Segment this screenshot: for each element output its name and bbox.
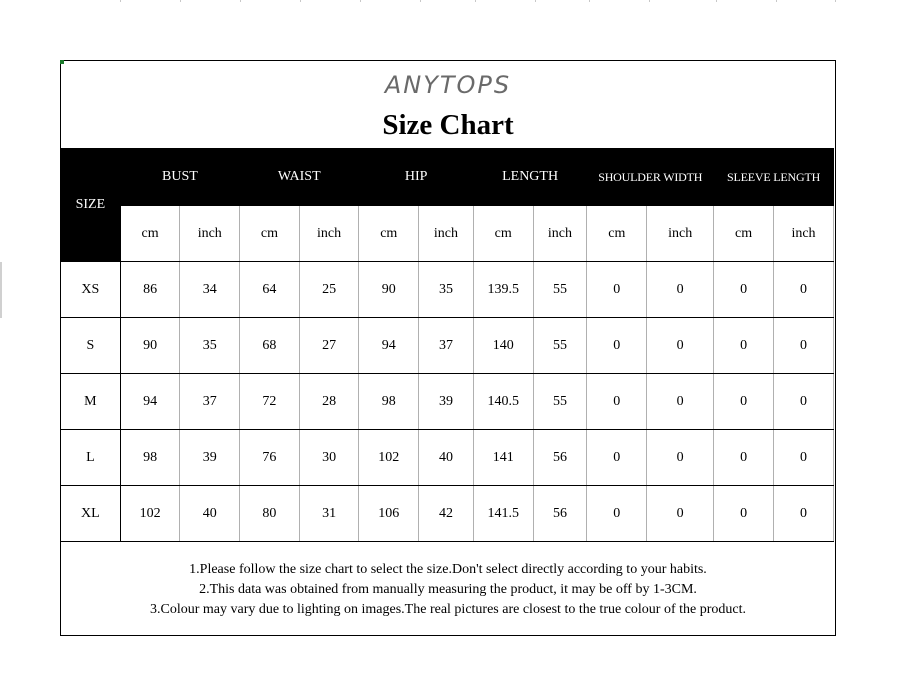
- measurement-cell: 90: [120, 318, 180, 374]
- unit-cell: cm: [714, 206, 774, 262]
- measurement-cell: 0: [587, 318, 647, 374]
- size-chart-sheet: [60, 60, 836, 636]
- measurement-cell: 80: [240, 486, 300, 542]
- measurement-cell: 0: [714, 374, 774, 430]
- measurement-cell: 0: [587, 486, 647, 542]
- measurement-cell: 98: [359, 374, 419, 430]
- measurement-cell: 56: [533, 430, 587, 486]
- measurement-cell: 28: [299, 374, 359, 430]
- size-label-cell: XL: [61, 486, 121, 542]
- unit-cell: cm: [240, 206, 300, 262]
- sleeve-length-header: SLEEVE LENGTH: [714, 149, 834, 206]
- measurement-cell: 94: [120, 374, 180, 430]
- measurement-cell: 40: [419, 430, 474, 486]
- measurement-cell: 94: [359, 318, 419, 374]
- measurement-cell: 27: [299, 318, 359, 374]
- measurement-cell: 0: [774, 374, 834, 430]
- measurement-cell: 34: [180, 262, 240, 318]
- measurement-cell: 31: [299, 486, 359, 542]
- size-label-cell: L: [61, 430, 121, 486]
- measurement-cell: 0: [647, 486, 714, 542]
- shoulder-width-header: SHOULDER WIDTH: [587, 149, 714, 206]
- measurement-cell: 55: [533, 374, 587, 430]
- top-gridline-stubs: [120, 0, 836, 2]
- measurement-cell: 0: [647, 374, 714, 430]
- measurement-cell: 86: [120, 262, 180, 318]
- measurement-cell: 90: [359, 262, 419, 318]
- measurement-cell: 140: [473, 318, 533, 374]
- length-header: LENGTH: [473, 149, 587, 206]
- unit-cell: inch: [299, 206, 359, 262]
- measurement-cell: 72: [240, 374, 300, 430]
- side-tick: [0, 262, 2, 318]
- measurement-cell: 141.5: [473, 486, 533, 542]
- measurement-cell: 55: [533, 262, 587, 318]
- measurement-cell: 0: [647, 430, 714, 486]
- measurement-cell: 40: [180, 486, 240, 542]
- measurement-cell: 37: [419, 318, 474, 374]
- measurement-cell: 56: [533, 486, 587, 542]
- size-label-cell: XS: [61, 262, 121, 318]
- measurement-cell: 0: [647, 318, 714, 374]
- measurement-cell: 0: [647, 262, 714, 318]
- measurement-cell: 39: [180, 430, 240, 486]
- unit-cell: cm: [359, 206, 419, 262]
- table-row: [61, 374, 834, 430]
- unit-cell: cm: [120, 206, 180, 262]
- measurement-cell: 141: [473, 430, 533, 486]
- table-row: [61, 262, 834, 318]
- measurement-cell: 55: [533, 318, 587, 374]
- measurement-cell: 0: [587, 374, 647, 430]
- unit-cell: cm: [473, 206, 533, 262]
- cell-selection-marker: [60, 60, 64, 64]
- measurement-cell: 140.5: [473, 374, 533, 430]
- measurement-cell: 37: [180, 374, 240, 430]
- brand-logo: ANYTOPS: [384, 71, 512, 99]
- measurement-cell: 25: [299, 262, 359, 318]
- measurement-cell: 0: [587, 430, 647, 486]
- unit-cell: inch: [180, 206, 240, 262]
- measurement-cell: 0: [714, 262, 774, 318]
- measurement-cell: 39: [419, 374, 474, 430]
- table-row: [61, 318, 834, 374]
- measurement-cell: 0: [714, 486, 774, 542]
- measurement-cell: 0: [587, 262, 647, 318]
- measurement-cell: 98: [120, 430, 180, 486]
- measurement-cell: 139.5: [473, 262, 533, 318]
- measurement-cell: 42: [419, 486, 474, 542]
- measurement-cell: 0: [774, 262, 834, 318]
- unit-cell: inch: [533, 206, 587, 262]
- measurement-cell: 30: [299, 430, 359, 486]
- table-row: [61, 486, 834, 542]
- measurement-cell: 35: [180, 318, 240, 374]
- measurement-cell: 76: [240, 430, 300, 486]
- bust-header: BUST: [120, 149, 239, 206]
- measurement-cell: 0: [714, 430, 774, 486]
- unit-cell: inch: [419, 206, 474, 262]
- table-row: [61, 430, 834, 486]
- hip-header: HIP: [359, 149, 473, 206]
- size-column-header: SIZE: [61, 149, 121, 262]
- measurement-cell: 102: [120, 486, 180, 542]
- measurement-cell: 0: [714, 318, 774, 374]
- measurement-cell: 106: [359, 486, 419, 542]
- unit-row: [61, 206, 834, 262]
- measurement-cell: 102: [359, 430, 419, 486]
- measurement-cell: 0: [774, 318, 834, 374]
- page-title: Size Chart: [382, 109, 514, 141]
- note-line: 2.This data was obtained from manually measuring the product, it may be off by 1-3CM.: [199, 582, 697, 597]
- measurement-cell: 0: [774, 486, 834, 542]
- measurement-cell: 0: [774, 430, 834, 486]
- size-label-cell: S: [61, 318, 121, 374]
- notes: [61, 560, 835, 620]
- measurement-cell: 35: [419, 262, 474, 318]
- size-table: [60, 148, 834, 542]
- note-line: 3.Colour may vary due to lighting on images.The real pictures are closest to the true colour of the product.: [150, 602, 746, 617]
- measurement-cell: 68: [240, 318, 300, 374]
- unit-cell: cm: [587, 206, 647, 262]
- unit-cell: inch: [774, 206, 834, 262]
- note-line: 1.Please follow the size chart to select the size.Don't select directly according to your habits.: [189, 562, 707, 577]
- size-label-cell: M: [61, 374, 121, 430]
- measurement-cell: 64: [240, 262, 300, 318]
- size-rows: [61, 262, 834, 542]
- waist-header: WAIST: [240, 149, 359, 206]
- unit-cell: inch: [647, 206, 714, 262]
